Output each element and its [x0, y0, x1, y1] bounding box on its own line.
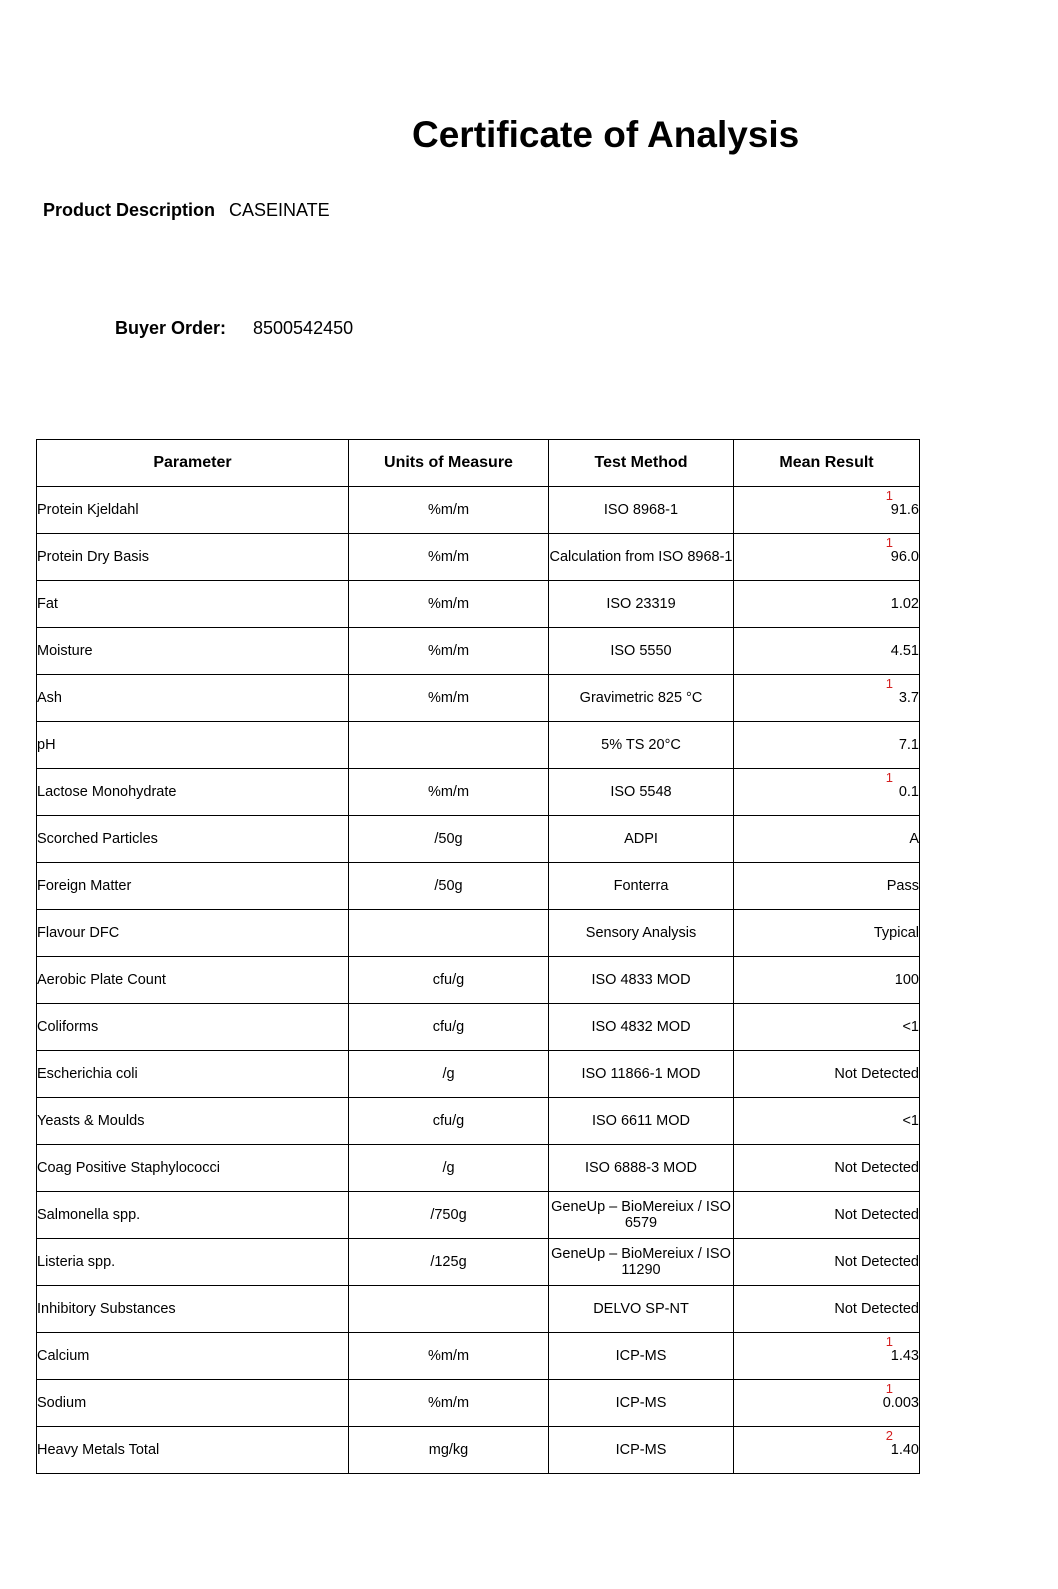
test-method-cell	[549, 675, 734, 722]
unit-text: %m/m	[427, 784, 470, 800]
mean-result-cell	[734, 534, 920, 581]
parameter-cell	[37, 1239, 349, 1286]
table-row	[37, 769, 920, 816]
test-method-cell	[549, 1098, 734, 1145]
table-row	[37, 487, 920, 534]
test-method-cell	[549, 722, 734, 769]
mean-result-text: 3.7	[898, 690, 919, 706]
unit-text: /125g	[430, 1254, 467, 1270]
parameter-text: Yeasts & Moulds	[37, 1113, 145, 1129]
test-method-text: ISO 4832 MOD	[591, 1019, 691, 1035]
unit-text: %m/m	[427, 690, 470, 706]
unit-cell	[349, 675, 549, 722]
table-row	[37, 1192, 920, 1239]
mean-result-cell	[734, 1098, 920, 1145]
test-method-text: ISO 6611 MOD	[591, 1113, 691, 1129]
mean-result-text: Typical	[873, 925, 919, 941]
unit-cell	[349, 1427, 549, 1474]
mean-result-cell	[734, 487, 920, 534]
mean-result-text: 1.40	[890, 1442, 919, 1458]
parameter-cell	[37, 1098, 349, 1145]
test-method-cell	[549, 1286, 734, 1333]
mean-result-text: Pass	[886, 878, 919, 894]
parameter-cell	[37, 1286, 349, 1333]
test-method-cell	[549, 910, 734, 957]
table-row	[37, 1286, 920, 1333]
unit-cell	[349, 957, 549, 1004]
mean-result-cell	[734, 769, 920, 816]
test-method-text: GeneUp – BioMereiux / ISO 6579	[551, 1199, 731, 1231]
unit-text: cfu/g	[432, 1019, 465, 1035]
table-row	[37, 628, 920, 675]
test-method-cell	[549, 581, 734, 628]
parameter-cell	[37, 722, 349, 769]
parameter-cell	[37, 910, 349, 957]
document-title: Certificate of Analysis	[412, 114, 800, 155]
unit-cell	[349, 1380, 549, 1427]
test-method-text: Fonterra	[613, 878, 669, 894]
mean-result-text: Not Detected	[834, 1066, 919, 1082]
analysis-table	[36, 439, 920, 1474]
test-method-text: ISO 5550	[610, 643, 672, 659]
parameter-text: Escherichia coli	[37, 1066, 138, 1082]
parameter-cell	[37, 1004, 349, 1051]
parameter-cell	[37, 534, 349, 581]
test-method-text: ICP-MS	[615, 1442, 667, 1458]
parameter-cell	[37, 1192, 349, 1239]
parameter-text: Coag Positive Staphylococci	[37, 1160, 220, 1176]
test-method-text: GeneUp – BioMereiux / ISO 11290	[551, 1246, 731, 1278]
header-units: Units of Measure	[349, 440, 549, 487]
unit-cell	[349, 1286, 549, 1333]
mean-result-text: <1	[902, 1113, 919, 1129]
mean-result-cell	[734, 910, 920, 957]
mean-result-text: 0.1	[898, 784, 919, 800]
unit-text: %m/m	[427, 549, 470, 565]
mean-result-cell	[734, 957, 920, 1004]
test-method-cell	[549, 1427, 734, 1474]
table-row	[37, 1380, 920, 1427]
table-header-row	[37, 440, 920, 487]
mean-result-text: Not Detected	[834, 1254, 919, 1270]
mean-result-cell	[734, 863, 920, 910]
parameter-cell	[37, 675, 349, 722]
parameter-cell	[37, 816, 349, 863]
mean-result-cell	[734, 1051, 920, 1098]
mean-result-text: 0.003	[882, 1395, 919, 1411]
test-method-text: ICP-MS	[615, 1348, 667, 1364]
table-row	[37, 1239, 920, 1286]
footnote-marker: 1	[885, 488, 893, 503]
test-method-cell	[549, 1051, 734, 1098]
table-row	[37, 910, 920, 957]
unit-cell	[349, 581, 549, 628]
parameter-text: Coliforms	[37, 1019, 99, 1035]
header-parameter: Parameter	[37, 440, 349, 487]
table-row	[37, 863, 920, 910]
parameter-text: Listeria spp.	[37, 1254, 116, 1270]
unit-cell	[349, 1004, 549, 1051]
mean-result-cell	[734, 1145, 920, 1192]
mean-result-cell	[734, 722, 920, 769]
unit-cell	[349, 910, 549, 957]
parameter-text: Aerobic Plate Count	[37, 972, 166, 988]
mean-result-text: A	[909, 831, 919, 847]
mean-result-text: Not Detected	[834, 1160, 919, 1176]
unit-cell	[349, 1333, 549, 1380]
unit-text: /g	[442, 1160, 455, 1176]
buyer-order-value: 8500542450	[253, 318, 354, 338]
header-test-method: Test Method	[549, 440, 734, 487]
parameter-text: Fat	[37, 596, 58, 612]
test-method-text: ISO 8968-1	[603, 502, 679, 518]
product-description-value: CASEINATE	[229, 200, 330, 220]
unit-text: cfu/g	[432, 1113, 465, 1129]
unit-cell	[349, 816, 549, 863]
mean-result-cell	[734, 1427, 920, 1474]
table-row	[37, 722, 920, 769]
parameter-text: Inhibitory Substances	[37, 1301, 176, 1317]
test-method-cell	[549, 957, 734, 1004]
footnote-marker: 1	[885, 1334, 893, 1349]
unit-cell	[349, 1051, 549, 1098]
test-method-cell	[549, 628, 734, 675]
mean-result-cell	[734, 1380, 920, 1427]
table-body	[37, 487, 920, 1474]
unit-cell	[349, 1145, 549, 1192]
mean-result-text: Not Detected	[834, 1301, 919, 1317]
unit-cell	[349, 487, 549, 534]
parameter-cell	[37, 1145, 349, 1192]
mean-result-text: 4.51	[890, 643, 919, 659]
product-description-label: Product Description	[43, 200, 216, 220]
parameter-cell	[37, 1380, 349, 1427]
unit-text: %m/m	[427, 643, 470, 659]
test-method-text: Sensory Analysis	[585, 925, 697, 941]
unit-cell	[349, 1098, 549, 1145]
test-method-cell	[549, 863, 734, 910]
parameter-text: Heavy Metals Total	[37, 1442, 160, 1458]
test-method-cell	[549, 534, 734, 581]
parameter-cell	[37, 1427, 349, 1474]
unit-cell	[349, 769, 549, 816]
parameter-text: Protein Kjeldahl	[37, 502, 139, 518]
test-method-text: ISO 6888-3 MOD	[584, 1160, 697, 1176]
unit-cell	[349, 534, 549, 581]
unit-text: /g	[442, 1066, 455, 1082]
test-method-cell	[549, 487, 734, 534]
unit-text: /50g	[434, 878, 463, 894]
buyer-order-label: Buyer Order:	[115, 318, 227, 338]
unit-text: %m/m	[427, 1348, 470, 1364]
test-method-cell	[549, 1333, 734, 1380]
test-method-text: 5% TS 20°C	[601, 737, 681, 753]
mean-result-cell	[734, 1333, 920, 1380]
mean-result-text: 100	[894, 972, 919, 988]
unit-text: cfu/g	[432, 972, 465, 988]
table-row	[37, 675, 920, 722]
mean-result-cell	[734, 1286, 920, 1333]
mean-result-text: 91.6	[890, 502, 919, 518]
test-method-text: ISO 5548	[610, 784, 672, 800]
table-row	[37, 1427, 920, 1474]
test-method-text: ADPI	[624, 831, 658, 847]
parameter-cell	[37, 487, 349, 534]
mean-result-text: 1.43	[890, 1348, 919, 1364]
mean-result-text: Not Detected	[834, 1207, 919, 1223]
footnote-marker: 1	[885, 770, 893, 785]
mean-result-cell	[734, 816, 920, 863]
unit-cell	[349, 628, 549, 675]
mean-result-cell	[734, 628, 920, 675]
table-row	[37, 534, 920, 581]
mean-result-cell	[734, 1192, 920, 1239]
test-method-cell	[549, 1380, 734, 1427]
mean-result-text: 7.1	[898, 737, 919, 753]
parameter-cell	[37, 1333, 349, 1380]
mean-result-cell	[734, 581, 920, 628]
test-method-text: ISO 23319	[606, 596, 676, 612]
test-method-cell	[549, 1239, 734, 1286]
footnote-marker: 2	[885, 1428, 893, 1443]
unit-cell	[349, 1192, 549, 1239]
parameter-cell	[37, 769, 349, 816]
table-row	[37, 816, 920, 863]
parameter-text: Moisture	[37, 643, 93, 659]
test-method-text: ISO 11866-1 MOD	[581, 1066, 701, 1082]
mean-result-cell	[734, 1239, 920, 1286]
table-row	[37, 1333, 920, 1380]
parameter-text: Calcium	[37, 1348, 90, 1364]
parameter-cell	[37, 581, 349, 628]
footnote-marker: 1	[885, 676, 893, 691]
mean-result-cell	[734, 1004, 920, 1051]
mean-result-text: <1	[902, 1019, 919, 1035]
table-row	[37, 581, 920, 628]
table-row	[37, 1004, 920, 1051]
mean-result-text: 1.02	[890, 596, 919, 612]
parameter-text: Scorched Particles	[37, 831, 158, 847]
header-mean-result: Mean Result	[734, 440, 920, 487]
test-method-cell	[549, 816, 734, 863]
test-method-cell	[549, 1004, 734, 1051]
table-row	[37, 1145, 920, 1192]
test-method-text: ISO 4833 MOD	[591, 972, 691, 988]
parameter-text: Foreign Matter	[37, 878, 132, 894]
unit-text: %m/m	[427, 502, 470, 518]
parameter-text: pH	[37, 737, 56, 753]
parameter-text: Lactose Monohydrate	[37, 784, 177, 800]
unit-cell	[349, 1239, 549, 1286]
parameter-text: Sodium	[37, 1395, 87, 1411]
parameter-text: Salmonella spp.	[37, 1207, 141, 1223]
unit-text: /750g	[430, 1207, 467, 1223]
parameter-cell	[37, 863, 349, 910]
test-method-cell	[549, 1145, 734, 1192]
mean-result-text: 96.0	[890, 549, 919, 565]
test-method-cell	[549, 1192, 734, 1239]
unit-text: /50g	[434, 831, 463, 847]
parameter-cell	[37, 628, 349, 675]
parameter-text: Ash	[37, 690, 62, 706]
table-row	[37, 1098, 920, 1145]
test-method-text: Calculation from ISO 8968-1	[549, 549, 733, 565]
table-row	[37, 1051, 920, 1098]
parameter-cell	[37, 957, 349, 1004]
table-row	[37, 957, 920, 1004]
test-method-text: DELVO SP-NT	[593, 1301, 689, 1317]
test-method-cell	[549, 769, 734, 816]
test-method-text: Gravimetric 825 °C	[579, 690, 703, 706]
footnote-marker: 1	[885, 535, 893, 550]
unit-text: %m/m	[427, 1395, 470, 1411]
parameter-cell	[37, 1051, 349, 1098]
parameter-text: Flavour DFC	[37, 925, 120, 941]
mean-result-cell	[734, 675, 920, 722]
unit-cell	[349, 722, 549, 769]
unit-text: mg/kg	[428, 1442, 469, 1458]
unit-cell	[349, 863, 549, 910]
test-method-text: ICP-MS	[615, 1395, 667, 1411]
parameter-text: Protein Dry Basis	[37, 549, 150, 565]
unit-text: %m/m	[427, 596, 470, 612]
footnote-marker: 1	[885, 1381, 893, 1396]
